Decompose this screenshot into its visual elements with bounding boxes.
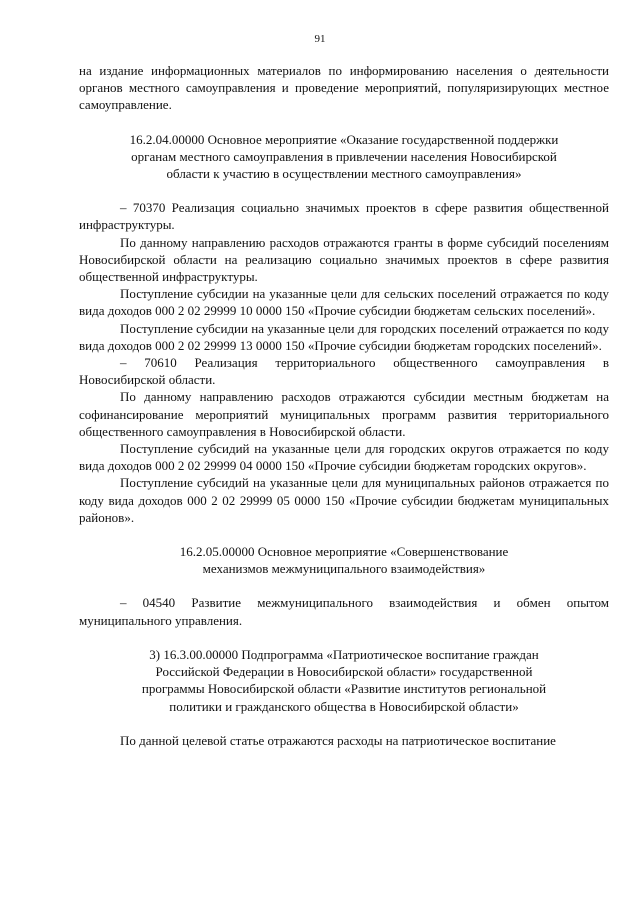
- subprogram-heading: 3) 16.3.00.00000 Подпрограмма «Патриотическое воспитание граждан Российской Федерации в Новосибирской области» государственной программы Новосибирской области «Развитие институтов региональной политики и гражданского общества в Новосибирской области»: [141, 646, 547, 714]
- paragraph: – 70370 Реализация социально значимых проектов в сфере развития общественной инфраструктуры.: [79, 200, 609, 233]
- spacer: [79, 114, 609, 131]
- paragraph: По данному направлению расходов отражаются субсидии местным бюджетам на софинансирование мероприятий муниципальных программ развития территориального общественного самоуправления в Новосибирской области.: [79, 389, 609, 439]
- spacer: [79, 182, 609, 199]
- paragraph: Поступление субсидий на указанные цели для городских округов отражается по коду вида доходов 000 2 02 29999 04 0000 150 «Прочие субсидии бюджетам городских округов».: [79, 441, 609, 474]
- paragraph: По данной целевой статье отражаются расходы на патриотическое воспитание: [120, 732, 556, 748]
- paragraph: – 70610 Реализация территориального общественного самоуправления в Новосибирской области.: [79, 355, 609, 388]
- page-number: 91: [314, 33, 326, 45]
- spacer: [79, 526, 609, 543]
- page-content: [79, 62, 609, 749]
- section-heading: 16.2.04.00000 Основное мероприятие «Оказание государственной поддержки органам местного самоуправления в привлечении населения Новосибирской области к участию в осуществлении местного самоуправления»: [129, 131, 559, 182]
- section-heading: 16.2.05.00000 Основное мероприятие «Совершенствование механизмов межмуниципального взаимодействия»: [179, 544, 509, 577]
- paragraph: Поступление субсидий на указанные цели для муниципальных районов отражается по коду вида доходов 000 2 02 29999 05 0000 150 «Прочие субсидии бюджетам муниципальных районов».: [79, 475, 609, 525]
- paragraph: на издание информационных материалов по информированию населения о деятельности органов местного самоуправления и проведение мероприятий, популяризирующих местное самоуправление.: [79, 63, 609, 113]
- paragraph: По данному направлению расходов отражаются гранты в форме субсидий поселениям Новосибирской области на реализацию социально значимых проектов в сфере развития общественной инфраструктуры.: [79, 234, 609, 285]
- spacer: [79, 577, 609, 594]
- paragraph: Поступление субсидии на указанные цели для городских поселений отражается по коду вида доходов 000 2 02 29999 13 0000 150 «Прочие субсидии бюджетам городских поселений».: [79, 320, 609, 353]
- paragraph: – 04540 Развитие межмуниципального взаимодействия и обмен опытом муниципального управления.: [79, 595, 609, 628]
- paragraph: Поступление субсидии на указанные цели для сельских поселений отражается по коду вида доходов 000 2 02 29999 10 0000 150 «Прочие субсидии бюджетам сельских поселений».: [79, 286, 609, 319]
- spacer: [79, 629, 609, 646]
- spacer: [79, 715, 609, 732]
